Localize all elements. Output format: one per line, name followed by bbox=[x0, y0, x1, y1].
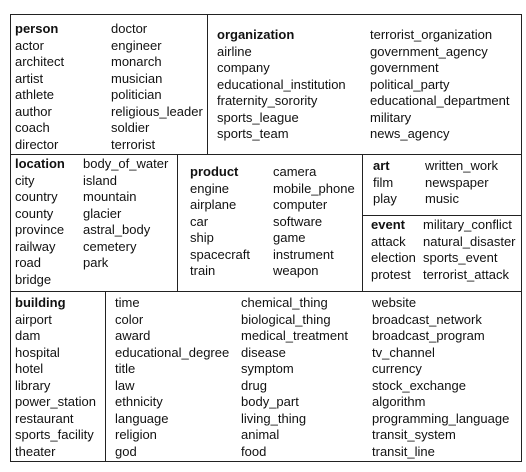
entity-type-label: bridge bbox=[15, 271, 52, 287]
entity-type-label: game bbox=[273, 230, 306, 245]
entity-type-label: film bbox=[373, 174, 394, 190]
group-column bbox=[425, 158, 498, 208]
entity-type-label: election bbox=[371, 250, 416, 265]
entity-type-label: library bbox=[15, 377, 51, 393]
entity-type-label: country bbox=[15, 189, 58, 204]
entity-type-label: engine bbox=[190, 180, 230, 196]
entity-type-label: dam bbox=[15, 328, 41, 343]
group-building bbox=[15, 295, 103, 461]
group-product bbox=[190, 164, 360, 290]
entity-type-label: algorithm bbox=[372, 394, 426, 409]
entity-type-label: terrorist_attack bbox=[423, 266, 509, 282]
group-heading: organization bbox=[217, 27, 295, 42]
entity-type-label: animal bbox=[241, 427, 280, 442]
entity-type-label: author bbox=[15, 103, 52, 119]
entity-type-label: mountain bbox=[83, 189, 137, 204]
entity-type-label: actor bbox=[15, 37, 44, 53]
entity-type-label: politician bbox=[111, 87, 162, 102]
entity-type-label: government bbox=[370, 60, 439, 75]
entity-type-label: news_agency bbox=[370, 126, 450, 141]
entity-type-label: drug bbox=[241, 377, 268, 393]
entity-type-label: religious_leader bbox=[111, 103, 203, 119]
entity-type-label: musician bbox=[111, 70, 163, 86]
entity-type-label: fraternity_sorority bbox=[217, 93, 318, 108]
entity-type-label: sports_league bbox=[217, 109, 299, 125]
entity-type-label: music bbox=[425, 191, 459, 206]
entity-type-label: car bbox=[190, 213, 209, 229]
group-column bbox=[217, 27, 346, 143]
entity-type-label: railway bbox=[15, 238, 56, 254]
entity-type-label: award bbox=[115, 328, 151, 343]
group-event bbox=[371, 217, 522, 290]
entity-type-taxonomy-table bbox=[10, 14, 522, 462]
entity-type-label: airline bbox=[217, 43, 252, 59]
group-location bbox=[15, 156, 175, 290]
entity-type-label: mobile_phone bbox=[273, 180, 355, 196]
group-column bbox=[371, 217, 416, 283]
group-art bbox=[373, 158, 522, 214]
entity-type-label: camera bbox=[273, 164, 317, 179]
entity-type-label: theater bbox=[15, 443, 56, 459]
entity-type-label: programming_language bbox=[372, 410, 510, 426]
entity-type-label: broadcast_program bbox=[372, 328, 485, 343]
entity-type-label: god bbox=[115, 443, 137, 459]
entity-type-label: newspaper bbox=[425, 174, 489, 190]
entity-type-label: website bbox=[372, 295, 417, 310]
entity-type-label: chemical_thing bbox=[241, 295, 328, 310]
entity-type-label: educational_department bbox=[370, 93, 510, 108]
row-divider-bottom bbox=[11, 291, 521, 292]
group-person bbox=[15, 21, 205, 153]
entity-type-label: airport bbox=[15, 311, 52, 327]
entity-type-label: sports_team bbox=[217, 126, 289, 141]
group-column bbox=[241, 295, 348, 460]
entity-type-label: transit_line bbox=[372, 443, 435, 459]
entity-type-label: coach bbox=[15, 120, 50, 135]
entity-type-label: terrorist_organization bbox=[370, 27, 493, 42]
entity-type-label: title bbox=[115, 361, 136, 376]
entity-type-label: city bbox=[15, 172, 35, 188]
entity-type-label: restaurant bbox=[15, 410, 74, 426]
entity-type-label: natural_disaster bbox=[423, 233, 516, 249]
entity-type-label: director bbox=[15, 136, 59, 152]
entity-type-label: doctor bbox=[111, 21, 148, 36]
entity-type-label: language bbox=[115, 410, 169, 426]
entity-type-label: currency bbox=[372, 361, 422, 376]
group-organization bbox=[217, 27, 522, 153]
row-divider-top bbox=[11, 154, 521, 155]
entity-type-label: artist bbox=[15, 70, 44, 86]
group-heading: location bbox=[15, 156, 65, 171]
entity-type-label: body_of_water bbox=[83, 156, 169, 171]
entity-type-label: glacier bbox=[83, 205, 122, 221]
entity-type-label: political_party bbox=[370, 76, 450, 92]
entity-type-label: cemetery bbox=[83, 238, 137, 254]
entity-type-label: computer bbox=[273, 197, 328, 212]
entity-type-label: broadcast_network bbox=[372, 311, 482, 327]
entity-type-label: tv_channel bbox=[372, 344, 435, 360]
group-column bbox=[115, 295, 229, 460]
entity-type-label: government_agency bbox=[370, 43, 488, 59]
group-column bbox=[370, 27, 510, 143]
entity-type-label: food bbox=[241, 443, 267, 459]
entity-type-label: attack bbox=[371, 233, 406, 249]
divider-location-product bbox=[177, 154, 178, 291]
entity-type-label: body_part bbox=[241, 394, 299, 409]
entity-type-label: time bbox=[115, 295, 140, 310]
entity-type-label: instrument bbox=[273, 246, 334, 262]
entity-type-label: play bbox=[373, 191, 397, 206]
group-heading: art bbox=[373, 158, 390, 173]
entity-type-label: military bbox=[370, 109, 412, 125]
divider-building-misc bbox=[105, 291, 106, 462]
entity-type-label: soldier bbox=[111, 120, 150, 135]
group-column bbox=[273, 164, 355, 280]
entity-type-label: educational_degree bbox=[115, 344, 230, 360]
entity-type-label: living_thing bbox=[241, 410, 307, 426]
group-heading: person bbox=[15, 21, 59, 36]
entity-type-label: ethnicity bbox=[115, 394, 163, 409]
group-column bbox=[83, 156, 168, 272]
group-heading: product bbox=[190, 164, 239, 179]
group-column bbox=[15, 21, 64, 153]
group-column bbox=[15, 295, 96, 460]
entity-type-label: spacecraft bbox=[190, 246, 250, 262]
entity-type-label: hospital bbox=[15, 344, 60, 360]
group-heading: building bbox=[15, 295, 66, 310]
divider-product-art bbox=[362, 154, 363, 291]
entity-type-label: transit_system bbox=[372, 427, 456, 442]
group-column bbox=[15, 156, 65, 288]
entity-type-label: symptom bbox=[241, 361, 294, 376]
group-heading: event bbox=[371, 217, 405, 232]
group-column bbox=[372, 295, 509, 460]
entity-type-label: medical_treatment bbox=[241, 328, 348, 343]
entity-type-label: architect bbox=[15, 54, 65, 69]
entity-type-label: biological_thing bbox=[241, 311, 331, 327]
entity-type-label: color bbox=[115, 311, 144, 327]
entity-type-label: educational_institution bbox=[217, 76, 346, 92]
entity-type-label: county bbox=[15, 205, 54, 221]
entity-type-label: monarch bbox=[111, 54, 162, 69]
group-column bbox=[423, 217, 516, 283]
entity-type-label: protest bbox=[371, 266, 411, 282]
entity-type-label: software bbox=[273, 213, 323, 229]
group-column bbox=[111, 21, 203, 153]
entity-type-label: ship bbox=[190, 230, 214, 245]
divider-person-organization bbox=[207, 15, 208, 154]
group-column bbox=[373, 158, 397, 208]
entity-type-label: power_station bbox=[15, 394, 96, 409]
entity-type-label: written_work bbox=[425, 158, 498, 173]
entity-type-label: hotel bbox=[15, 361, 44, 376]
entity-type-label: law bbox=[115, 377, 135, 393]
entity-type-label: athlete bbox=[15, 87, 55, 102]
entity-type-label: military_conflict bbox=[423, 217, 512, 232]
divider-art-event bbox=[362, 215, 521, 216]
entity-type-label: sports_facility bbox=[15, 427, 94, 442]
entity-type-label: company bbox=[217, 60, 270, 75]
entity-type-label: train bbox=[190, 263, 216, 278]
group-column bbox=[190, 164, 250, 280]
entity-type-label: sports_event bbox=[423, 250, 498, 265]
entity-type-label: religion bbox=[115, 427, 157, 442]
entity-type-label: park bbox=[83, 255, 109, 270]
entity-type-label: airplane bbox=[190, 197, 237, 212]
entity-type-label: stock_exchange bbox=[372, 377, 466, 393]
group-other-types bbox=[115, 295, 522, 461]
entity-type-label: disease bbox=[241, 344, 286, 360]
entity-type-label: engineer bbox=[111, 37, 162, 53]
entity-type-label: terrorist bbox=[111, 136, 156, 152]
entity-type-label: weapon bbox=[273, 263, 319, 278]
entity-type-label: province bbox=[15, 222, 65, 237]
entity-type-label: island bbox=[83, 172, 117, 188]
entity-type-label: astral_body bbox=[83, 222, 151, 237]
entity-type-label: road bbox=[15, 255, 42, 270]
